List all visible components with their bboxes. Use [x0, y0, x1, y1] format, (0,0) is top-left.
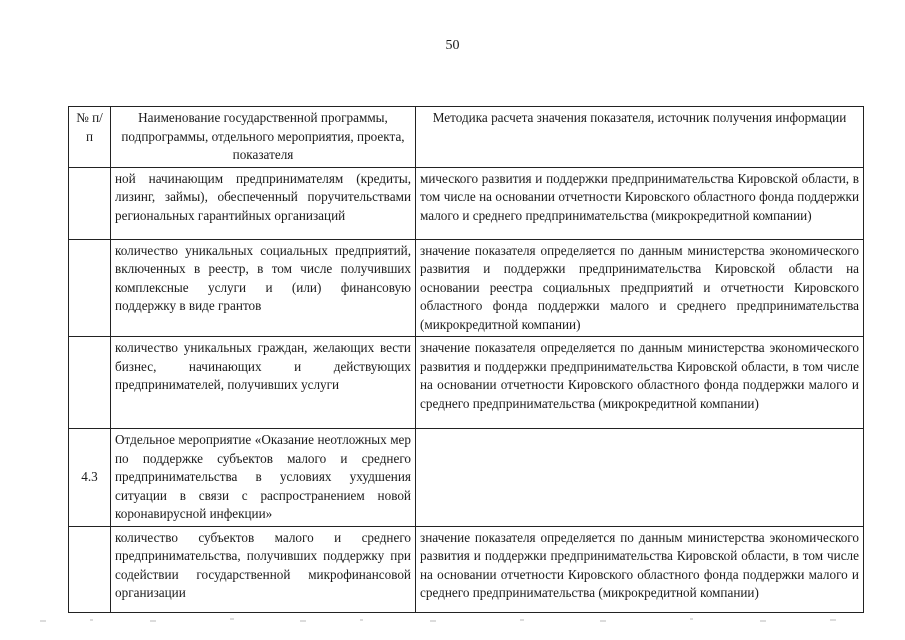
row-number: [69, 239, 111, 337]
header-name: Наименование государственной программы, подпрограммы, отдельного мероприятия, проекта, показателя: [111, 107, 416, 168]
row-number: [69, 526, 111, 612]
row-name: Отдельное мероприятие «Оказание неотложных мер по поддержке субъектов малого и среднего предпринимательства в условиях ухудшения ситуации в связи с распространением новой коронавирусной инфекции»: [111, 429, 416, 527]
row-method: [416, 429, 864, 527]
table-row: [69, 337, 864, 429]
page-number: 50: [445, 38, 460, 53]
header-number: № п/п: [69, 107, 111, 168]
row-number: [69, 337, 111, 429]
row-method: значение показателя определяется по данным министерства экономического развития и поддержки предпринимательства Кировской области на основании реестра социальных предприятий и отчетности Кировского областного фонда поддержки малого и среднего предпринимательства (микрокредитной компании): [416, 239, 864, 337]
row-method: значение показателя определяется по данным министерства экономического развития и поддержки предпринимательства Кировской области, в том числе на основании отчетности Кировского областного фонда поддержки малого и среднего предпринимательства (микрокредитной компании): [416, 526, 864, 612]
scan-artifact-line: [0, 612, 905, 626]
table-header-row: [69, 107, 864, 168]
row-name: количество субъектов малого и среднего предпринимательства, получивших поддержку при содействии государственной микрофинансовой организации: [111, 526, 416, 612]
header-method: Методика расчета значения показателя, источник получения информации: [416, 107, 864, 168]
row-number: 4.3: [69, 429, 111, 527]
row-name: количество уникальных граждан, желающих вести бизнес, начинающих и действующих предпринимателей, получивших услуги: [111, 337, 416, 429]
row-number: [69, 167, 111, 239]
row-name: ной начинающим предпринимателям (кредиты, лизинг, займы), обеспеченный поручительствами региональных гарантийных организаций: [111, 167, 416, 239]
row-name: количество уникальных социальных предприятий, включенных в реестр, в том числе получивших комплексные услуги и (или) финансовую поддержку в виде грантов: [111, 239, 416, 337]
table-row: [69, 429, 864, 527]
table-row: [69, 239, 864, 337]
table-row: [69, 526, 864, 612]
row-method: значение показателя определяется по данным министерства экономического развития и поддержки предпринимательства Кировской области, в том числе на основании отчетности Кировского областного фонда поддержки малого и среднего предпринимательства (микрокредитной компании): [416, 337, 864, 429]
row-method: мического развития и поддержки предпринимательства Кировской области, в том числе на основании отчетности Кировского областного фонда поддержки малого и среднего предпринимательства (микрокредитной компании): [416, 167, 864, 239]
indicator-table: [68, 106, 864, 613]
table-row: [69, 167, 864, 239]
